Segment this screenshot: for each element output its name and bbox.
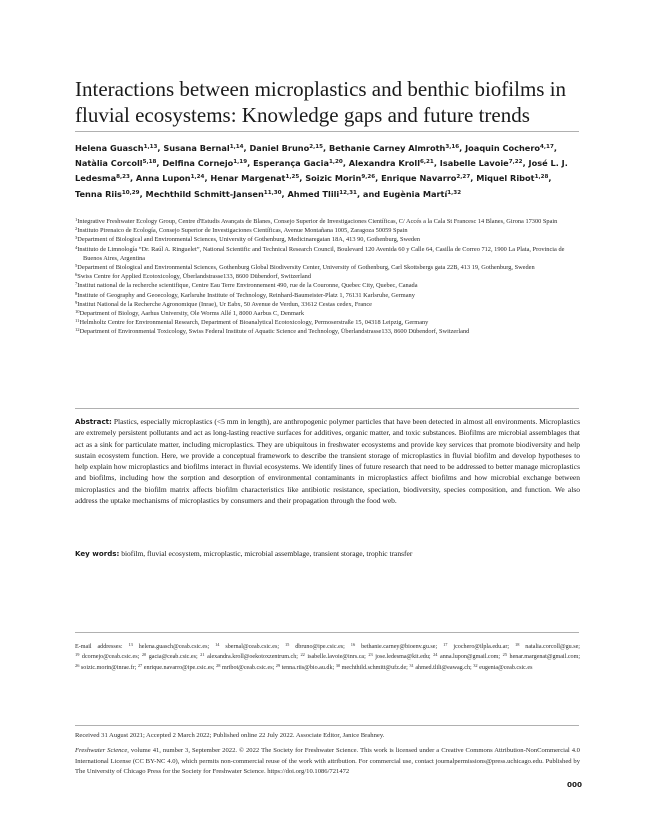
affiliation (75, 226, 580, 235)
author: Miquel Ribot$^{1,28}$, (476, 173, 552, 184)
email-entry (300, 654, 365, 660)
affiliation-number: 12 (75, 327, 80, 333)
author-affiliation-sup: 2,27 (456, 174, 471, 181)
email-number: 19 (75, 652, 80, 658)
author: Soizic Morin$^{9,26}$, (305, 173, 382, 184)
affiliation-list (75, 217, 580, 337)
email-entry (216, 662, 275, 671)
affiliation (75, 245, 580, 263)
email-entry (215, 644, 279, 650)
author: José L. J. Ledesma$^{8,23}$, (75, 158, 568, 184)
author-affiliation-sup: 12,31 (339, 189, 357, 196)
author-affiliation-sup: 1,13 (143, 144, 158, 150)
affiliation-text: Institute of Geography and Geoecology, Karlsruhe Institute of Technology, Reinhard-Baumeister-Platz 1, 76131 Karlsruhe, Germany (77, 291, 415, 299)
email-number: 16 (350, 642, 356, 647)
email-number: 29 (275, 662, 281, 668)
author: Mechthild Schmitt-Jansen$^{11,30}$, (145, 188, 288, 199)
email-number: 17 (443, 642, 448, 647)
author-name: Bethanie Carney Almroth (329, 143, 446, 153)
email-number: 31 (409, 662, 414, 668)
affiliation (75, 318, 580, 327)
author-name: José L. J. Ledesma (75, 158, 568, 184)
email-entry (409, 662, 472, 671)
email-address: dcornejo@ceab.csic.es; (81, 654, 140, 661)
author-affiliation-sup: 4,17 (540, 144, 554, 150)
author: Anna Lupon$^{1,24}$, (135, 173, 211, 184)
author-name: Soizic Morin (305, 173, 362, 184)
affiliation-rule (75, 408, 579, 409)
affiliation-text: Department of Biology, Aarhus University, Ole Worms Allé 1, 8000 Aarbus C, Denmark (79, 310, 305, 318)
email-entry (285, 644, 345, 650)
citation-text: , volume 41, number 3, September 2022. © 2022 The Society for Freshwater Science. This work is licensed under a Creative Commons Attribution-NonCommercial 4.0 International License (CC BY-NC 4.0), which permits non-commercial reuse of the work with attribution. For commercial use, contact journalpermissions@press.uchicago.edu. Published by The University of Chicago Press for the Society for Freshwater Science. https://doi.org/10.1086/721472 (75, 747, 580, 776)
affiliation-text: Helmholtz Centre for Environmental Research, Department of Bioanalytical Ecotoxicology, Permoserstraße 15, 04318 Leipzig, Germany (79, 319, 429, 327)
affiliation-text: Integrative Freshwater Ecology Group, Centre d'Estudis Avançats de Blanes, Consejo Superior de Investigaciones Científicas, C/ Accés a la Cala St Francesc 14 Blanes, Girona 17300 Spain (77, 218, 558, 225)
author-affiliation-sup: 8,23 (116, 174, 130, 181)
email-number: 32 (473, 662, 478, 668)
author-affiliation-sup: 3,16 (445, 144, 460, 150)
author-list (75, 141, 580, 202)
email-address: jcochero@ilpla.edu.ar; (453, 644, 510, 650)
author-affiliation-sup: 7,22 (508, 159, 523, 166)
email-address: sbernal@ceab.csic.es; (225, 644, 280, 650)
author-affiliation-sup: 6,21 (420, 159, 434, 166)
author: Natàlia Corcoll$^{5,18}$, (75, 158, 163, 169)
author-name: Natàlia Corcoll (75, 158, 143, 169)
author-name: Mechthild Schmitt-Jansen (145, 188, 264, 199)
email-address: alexandra.kroll@oekotoxzentrum.ch; (207, 654, 298, 661)
author-affiliation-sup: 1,25 (285, 174, 300, 181)
email-address: henar.margenat@gmail.com; (509, 654, 581, 661)
author: Bethanie Carney Almroth$^{3,16}$, (329, 143, 466, 153)
email-entry (433, 654, 500, 660)
article-title: Interactions between microplastics and benthic biofilms in fluvial ecosystems: Knowledge gaps and future trends (75, 77, 567, 127)
email-number: 23 (368, 652, 373, 658)
keywords (75, 548, 580, 559)
author-name: Daniel Bruno (249, 143, 310, 153)
affiliation-number: 2 (75, 226, 78, 232)
affiliation (75, 300, 580, 309)
author: Esperança Gacia$^{1,20}$, (253, 158, 349, 169)
affiliation-text: Department of Biological and Environmental Sciences, Gothenburg Global Biodiversity Center, University of Gothenburg, Carl Skottsbergs gata 22B, 413 19, Gothenburg, Sweden (77, 264, 535, 272)
email-number: 13 (128, 642, 133, 647)
email-entry (128, 644, 209, 650)
email-address: dbruno@ipe.csic.es; (295, 644, 345, 650)
email-number: 26 (75, 662, 80, 668)
affiliation-number: 9 (75, 299, 78, 305)
title-rule (75, 131, 579, 132)
author-name: Anna Lupon (135, 173, 191, 184)
email-entry (503, 654, 580, 660)
abstract-label: Abstract: (75, 417, 112, 426)
abstract-text: Plastics, especially microplastics (<5 mm in length), are anthropogenic polymer particles that have been detected in almost all environments. Microplastics are extremely persistent pollutants and act as long-lasting reactive surfaces for additives, organic matter, and toxic substances. Biofilms are microbial assemblages that act as a sink for particulate matter, including microplastics. They are ubiquitous in freshwater ecosystems and provide key services that promote biodiversity and help sustain ecosystem function. Here, we provide a conceptual framework to describe the transient storage of microplastics in fluvial biofilm and develop hypotheses to help explain how microplastics and biofilms interact in fluvial ecosystems. We identify lines of future research that need to be addressed to better manage microplastics and biofilms, including how the sorption and desorption of environmental contaminants in microplastics affect biofilms and how microbial exchange between microplastics and the biofilm matrix affects biofilm characteristics like antibiotic resistance, speciation, biodiversity, species composition, and function. We also address the uptake mechanisms of microplastics by consumers and their propagation through the food web. (75, 417, 580, 506)
author: Enrique Navarro$^{2,27}$, (381, 173, 477, 184)
email-address: jose.ledesma@kit.edu; (375, 654, 431, 661)
author-name: Enrique Navarro (381, 173, 457, 184)
author-name: Delfina Cornejo (162, 158, 234, 169)
author: Isabelle Lavoie$^{7,22}$, (439, 158, 529, 169)
email-address: mechthild.schmitt@ufz.de; (341, 664, 408, 671)
email-entry (368, 654, 430, 660)
author-affiliation-sup: 1,32 (447, 189, 462, 196)
email-number: 30 (335, 662, 341, 668)
author-affiliation-sup: 11,30 (263, 189, 282, 196)
author-name: Miquel Ribot (476, 173, 535, 184)
email-number: 22 (300, 652, 305, 658)
email-address: anna.lupon@gmail.com; (440, 654, 501, 661)
author-affiliation-sup: 1,19 (233, 159, 248, 166)
author-affiliation-sup: 2,15 (309, 144, 324, 150)
email-entry (142, 654, 198, 660)
author: Henar Margenat$^{1,25}$, (210, 173, 306, 184)
author: Delfina Cornejo$^{1,19}$, (162, 158, 254, 169)
author-name: Joaquin Cochero (465, 143, 541, 153)
email-address: enrique.navarro@ipe.csic.es; (143, 664, 215, 671)
email-address: soizic.morin@inrae.fr; (80, 664, 137, 671)
author: Joaquin Cochero$^{4,17}$, (465, 143, 557, 153)
author-name: Esperança Gacia (253, 158, 329, 169)
affiliation-number: 8 (75, 290, 78, 296)
affiliation-text: Institut national de la recherche scientifique, Centre Eau Terre Environnement 490, rue de la Couronne, Quebec City, Quebec, Canada (77, 282, 418, 290)
affiliation-number: 10 (75, 309, 80, 315)
email-entry (200, 654, 298, 660)
email-number: 20 (141, 652, 147, 658)
author: and Eugènia Martí$^{1,32}$ (362, 188, 462, 199)
affiliation (75, 281, 580, 290)
affiliation-text: Department of Biological and Environmental Sciences, University of Gothenburg, Medicinaregatan 18A, 413 90, Gothenburg, Sweden (77, 236, 421, 244)
keywords-text: biofilm, fluvial ecosystem, microplastic, microbial assemblage, transient storage, trophic transfer (121, 549, 413, 558)
email-address: eugenia@ceab.csic.es (479, 664, 533, 671)
email-number: 24 (433, 652, 438, 658)
author-affiliation-sup: 9,26 (361, 174, 376, 181)
author-affiliation-sup: 1,24 (190, 174, 205, 181)
author-name: Isabelle Lavoie (439, 158, 509, 169)
author-affiliation-sup: 1,28 (534, 174, 549, 181)
email-address: bethanie.carney@bioenv.gu.se; (361, 644, 438, 650)
affiliation-text: Instituto Pirenaico de Ecología, Consejo Superior de Investigaciones Científicas, Avenue Montañana 1005, Zaragoza 50059 Spain (77, 227, 408, 235)
email-address: tenna.riis@bio.au.dk; (281, 664, 335, 671)
affiliation-text: Department of Environmental Toxicology, Swiss Federal Institute of Aquatic Science and Technology, Überlandstrasse133, 8600 Dübendorf, Switzerland (79, 328, 470, 336)
email-addresses (75, 642, 580, 673)
abstract (75, 416, 580, 506)
email-number: 28 (216, 662, 221, 668)
keywords-label: Key words: (75, 549, 120, 558)
author: Helena Guasch$^{1,13}$, (75, 143, 164, 153)
affiliation (75, 327, 580, 336)
email-address: mribot@ceab.csic.es; (221, 664, 275, 671)
affiliation (75, 291, 580, 300)
email-number: 18 (515, 642, 520, 647)
email-label: E-mail addresses: (75, 644, 123, 650)
affiliation-text: Institut National de la Recherche Agronomique (Inrae), Ur Eabx, 50 Avenue de Verdun, 33612 Cestas cedex, France (77, 300, 372, 308)
email-number: 21 (200, 652, 205, 658)
affiliation-number: 4 (75, 244, 78, 250)
email-number: 25 (502, 652, 508, 658)
affiliation-number: 3 (75, 235, 78, 241)
email-entry (75, 662, 137, 671)
affiliation-number: 11 (75, 318, 80, 324)
email-entry (515, 644, 580, 650)
affiliation-number: 5 (75, 263, 78, 269)
affiliation (75, 235, 580, 244)
email-number: 15 (284, 642, 290, 647)
author-affiliation-sup: 1,20 (329, 159, 343, 166)
affiliation-number: 1 (75, 217, 78, 222)
citation-notice (75, 746, 580, 778)
journal-name: Freshwater Science (75, 747, 128, 754)
email-number: 14 (215, 642, 220, 647)
author: Alexandra Kroll$^{6,21}$, (348, 158, 440, 169)
author-affiliation-sup: 10,29 (121, 189, 140, 196)
author-name: Ahmed Tlili (287, 188, 340, 199)
email-entry (75, 654, 139, 660)
email-entry (443, 644, 509, 650)
affiliation (75, 217, 580, 226)
footnote-rule (75, 632, 579, 633)
email-address: isabelle.lavoie@inrs.ca; (307, 654, 366, 661)
email-entry (137, 662, 215, 671)
author-name: Helena Guasch (75, 143, 144, 153)
email-entry (335, 662, 408, 671)
email-address: helena.guasch@ceab.csic.es; (138, 644, 210, 650)
email-entry (275, 662, 335, 671)
author: Ahmed Tlili$^{12,31}$, (287, 188, 363, 199)
author: Susana Bernal$^{1,14}$, (163, 143, 250, 153)
affiliation (75, 309, 580, 318)
author: Tenna Riis$^{10,29}$, (75, 188, 146, 199)
affiliation (75, 263, 580, 272)
author-name: Alexandra Kroll (348, 158, 421, 169)
author-name: Susana Bernal (163, 143, 230, 153)
author: Daniel Bruno$^{2,15}$, (249, 143, 330, 153)
affiliation-text: Instituto de Limnología “Dr. Raúl A. Ringuelet”, National Scientific and Technical Research Council, Boulevard 120 Avenida 60 y Calle 64, Casilla de Correo 712, 1900 La Plata, Provincia de Buenos Aires, Argentina (77, 245, 565, 262)
author-name: Eugènia Martí (383, 188, 448, 199)
email-address: natalia.corcoll@gu.se; (525, 644, 580, 650)
affiliation (75, 272, 580, 281)
affiliation-text: Swiss Centre for Applied Ecotoxicology, Überlandstrasse133, 8600 Dübendorf, Switzerland (77, 273, 312, 281)
affiliation-number: 7 (75, 281, 78, 287)
page-number: 000 (566, 780, 582, 789)
author-affiliation-sup: 5,18 (142, 159, 157, 166)
author-name: Henar Margenat (210, 173, 286, 184)
email-address: gacia@ceab.csic.es; (148, 654, 198, 661)
email-address: ahmed.tlili@eawag.ch; (415, 664, 472, 671)
author-name: Tenna Riis (75, 188, 122, 199)
email-number: 27 (137, 662, 143, 668)
affiliation-number: 6 (75, 272, 78, 278)
author-affiliation-sup: 1,14 (229, 144, 244, 150)
received-dates: Received 31 August 2021; Accepted 2 March 2022; Published online 22 July 2022. Associate Editor, Janice Brahney. (75, 732, 385, 739)
email-entry (473, 662, 533, 671)
received-rule (75, 725, 579, 726)
email-entry (351, 644, 437, 650)
